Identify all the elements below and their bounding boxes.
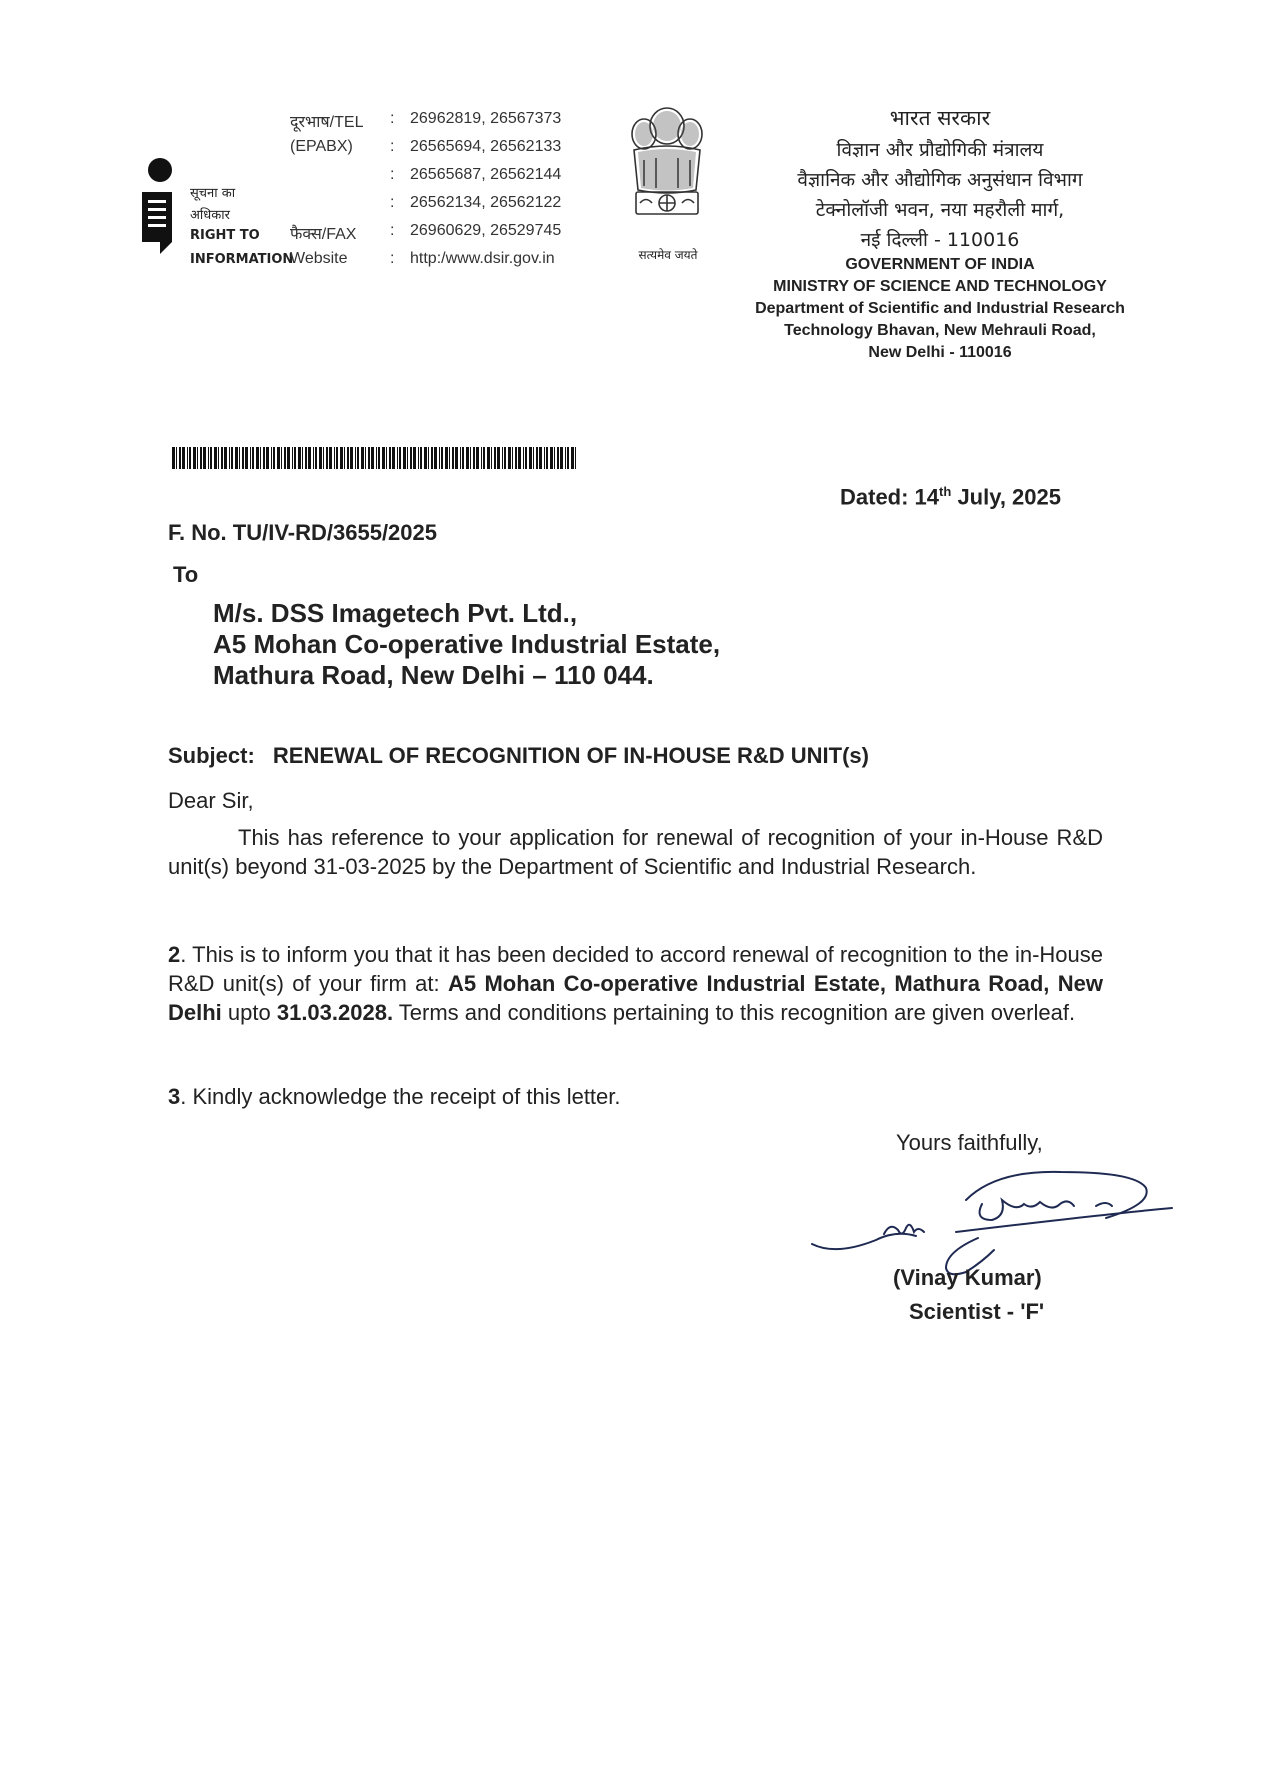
barcode-bar	[497, 447, 500, 469]
hindi-line: टेक्नोलॉजी भवन, नया महरौली मार्ग,	[815, 199, 1065, 221]
barcode-bar	[340, 447, 343, 469]
barcode-bar	[235, 447, 238, 469]
fax-label: फैक्स/FAX	[290, 226, 357, 243]
barcode-bar	[221, 447, 223, 469]
sep: :	[390, 194, 395, 211]
barcode-bar	[413, 447, 416, 469]
barcode-bar	[565, 447, 566, 469]
barcode-bar	[200, 447, 202, 469]
addressee-line: A5 Mohan Co-operative Industrial Estate,	[213, 629, 721, 659]
sep: :	[390, 166, 395, 183]
barcode-bar	[376, 447, 377, 469]
hindi-line: वैज्ञानिक और औद्योगिक अनुसंधान विभाग	[797, 169, 1083, 191]
signature	[806, 1160, 1176, 1280]
epabx-label: (EPABX)	[290, 138, 353, 155]
barcode-bar	[418, 447, 419, 469]
barcode-bar	[326, 447, 328, 469]
barcode-bar	[403, 447, 406, 469]
barcode-bar	[481, 447, 482, 469]
file-number: F. No. TU/IV-RD/3655/2025	[168, 520, 437, 545]
barcode-bar	[365, 447, 366, 469]
header-right	[730, 104, 1150, 366]
fax-value: 26960629, 26529745	[410, 222, 562, 239]
barcode-bar	[494, 447, 496, 469]
barcode-bar	[560, 447, 563, 469]
hindi-line: नई दिल्ली - 110016	[860, 229, 1020, 251]
ashoka-emblem-icon	[622, 100, 712, 240]
barcode-bar	[305, 447, 307, 469]
barcode-bar	[294, 447, 296, 469]
barcode-bar	[214, 447, 217, 469]
epabx-value: 26565694, 26562133	[410, 138, 562, 155]
barcode	[172, 447, 579, 469]
barcode-bar	[179, 447, 181, 469]
barcode-bar	[313, 447, 314, 469]
barcode-bar	[546, 447, 548, 469]
salutation: Dear Sir,	[168, 788, 254, 813]
barcode-bar	[361, 447, 364, 469]
rti-hindi-1: सूचना का	[190, 186, 236, 201]
barcode-bar	[399, 447, 401, 469]
barcode-bar	[210, 447, 212, 469]
barcode-bar	[344, 447, 345, 469]
hindi-line: विज्ञान और प्रौद्योगिकी मंत्रालय	[836, 139, 1044, 161]
barcode-bar	[491, 447, 492, 469]
date-label: Dated: 14	[840, 484, 940, 510]
barcode-bar	[382, 447, 385, 469]
barcode-bar	[470, 447, 471, 469]
barcode-bar	[544, 447, 545, 469]
barcode-bar	[487, 447, 490, 469]
barcode-bar	[452, 447, 454, 469]
barcode-bar	[277, 447, 280, 469]
barcode-bar	[287, 447, 290, 469]
barcode-bar	[250, 447, 251, 469]
barcode-bar	[567, 447, 569, 469]
barcode-bar	[239, 447, 240, 469]
barcode-bar	[229, 447, 230, 469]
barcode-bar	[176, 447, 177, 469]
barcode-bar	[334, 447, 335, 469]
barcode-bar	[410, 447, 412, 469]
barcode-bar	[203, 447, 206, 469]
para2-number: 2	[168, 942, 181, 967]
barcode-bar	[428, 447, 429, 469]
barcode-bar	[449, 447, 450, 469]
barcode-bar	[392, 447, 395, 469]
barcode-bar	[323, 447, 324, 469]
barcode-bar	[407, 447, 408, 469]
barcode-bar	[502, 447, 503, 469]
contact-block	[290, 110, 610, 278]
barcode-bar	[368, 447, 370, 469]
barcode-bar	[292, 447, 293, 469]
addressee-line: Mathura Road, New Delhi – 110 044.	[213, 660, 654, 690]
sep: :	[390, 138, 395, 155]
barcode-bar	[434, 447, 437, 469]
rti-hindi-2: अधिकार	[190, 208, 230, 223]
hindi-line: भारत सरकार	[889, 106, 991, 130]
barcode-bar	[466, 447, 469, 469]
barcode-bar	[281, 447, 282, 469]
barcode-bar	[476, 447, 479, 469]
subject-line	[168, 743, 869, 769]
barcode-bar	[473, 447, 475, 469]
barcode-bar	[252, 447, 254, 469]
barcode-bar	[439, 447, 440, 469]
to-label: To	[173, 562, 199, 587]
barcode-bar	[462, 447, 464, 469]
para2-text-e: Terms and conditions pertaining to this recognition are given overleaf.	[393, 1000, 1076, 1025]
barcode-bar	[224, 447, 227, 469]
paragraph-3	[168, 1082, 621, 1111]
phone-value-4: 26562134, 26562122	[410, 194, 562, 211]
sep: :	[390, 250, 395, 267]
english-line: MINISTRY OF SCIENCE AND TECHNOLOGY	[773, 278, 1107, 295]
para3-number: 3	[168, 1084, 181, 1109]
signatory-name: (Vinay Kumar)	[893, 1265, 1042, 1290]
barcode-bar	[298, 447, 301, 469]
barcode-bar	[575, 447, 576, 469]
para2-date: 31.03.2028.	[276, 1000, 394, 1025]
website-link[interactable]: http:/www.dsir.gov.in	[410, 250, 555, 267]
barcode-bar	[266, 447, 269, 469]
national-emblem	[622, 100, 712, 262]
closing: Yours faithfully,	[896, 1130, 1043, 1155]
barcode-bar	[460, 447, 461, 469]
english-line: GOVERNMENT OF INDIA	[845, 256, 1035, 273]
barcode-bar	[319, 447, 322, 469]
barcode-bar	[441, 447, 443, 469]
barcode-bar	[355, 447, 356, 469]
barcode-bar	[550, 447, 553, 469]
website-label: Website	[290, 250, 348, 267]
barcode-bar	[263, 447, 265, 469]
barcode-bar	[431, 447, 433, 469]
para2-text-c: upto	[221, 1000, 277, 1025]
subject-text: RENEWAL OF RECOGNITION OF IN-HOUSE R&D UNIT(s)	[272, 743, 869, 768]
barcode-bar	[523, 447, 524, 469]
tel-value: 26962819, 26567373	[410, 110, 562, 127]
phone-value-3: 26565687, 26562144	[410, 166, 562, 183]
barcode-bar	[260, 447, 261, 469]
addressee-block	[213, 598, 720, 691]
addressee-line: M/s. DSS Imagetech Pvt. Ltd.,	[213, 598, 578, 628]
barcode-bar	[389, 447, 391, 469]
paragraph-1: This has reference to your application for renewal of recognition of your in-House R&D unit(s) beyond 31-03-2025 by the Department of Scientific and Industrial Research.	[168, 825, 1103, 879]
english-line: New Delhi - 110016	[868, 344, 1012, 361]
paragraph-2	[168, 940, 1103, 1027]
barcode-bar	[455, 447, 458, 469]
barcode-bar	[483, 447, 485, 469]
barcode-bar	[197, 447, 198, 469]
barcode-bar	[329, 447, 332, 469]
barcode-bar	[371, 447, 374, 469]
barcode-bar	[539, 447, 542, 469]
english-line: Technology Bhavan, New Mehrauli Road,	[784, 322, 1096, 339]
barcode-bar	[508, 447, 511, 469]
barcode-bar	[386, 447, 387, 469]
barcode-bar	[350, 447, 353, 469]
barcode-bar	[357, 447, 359, 469]
rti-english-1: RIGHT TO	[190, 228, 260, 243]
rti-logo	[140, 158, 180, 264]
barcode-bar	[284, 447, 286, 469]
barcode-bar	[336, 447, 338, 469]
barcode-bar	[302, 447, 303, 469]
signatory-title: Scientist - 'F'	[909, 1299, 1045, 1324]
rti-logo-icon	[140, 158, 180, 264]
barcode-bar	[397, 447, 398, 469]
sep: :	[390, 222, 395, 239]
barcode-bar	[536, 447, 538, 469]
barcode-bar	[533, 447, 534, 469]
rti-english-2: INFORMATION	[190, 252, 294, 267]
sep: :	[390, 110, 395, 127]
date-superscript: th	[939, 484, 952, 499]
barcode-bar	[245, 447, 248, 469]
barcode-bar	[308, 447, 311, 469]
barcode-bar	[347, 447, 349, 469]
barcode-bar	[504, 447, 506, 469]
barcode-bar	[515, 447, 517, 469]
barcode-bar	[218, 447, 219, 469]
subject-label: Subject:	[168, 743, 255, 768]
barcode-bar	[271, 447, 272, 469]
barcode-bar	[315, 447, 317, 469]
english-line: Department of Scientific and Industrial Research	[755, 300, 1125, 317]
barcode-bar	[231, 447, 233, 469]
para3-text: . Kindly acknowledge the receipt of this letter.	[180, 1084, 621, 1109]
barcode-bar	[420, 447, 422, 469]
barcode-bar	[182, 447, 185, 469]
barcode-bar	[571, 447, 574, 469]
barcode-bar	[529, 447, 532, 469]
barcode-bar	[172, 447, 175, 469]
tel-label: दूरभाष/TEL	[290, 114, 364, 131]
date-line	[840, 484, 1061, 510]
para2-address: A5 Mohan Co-operative Industrial Estate, Mathura Road, New Delhi	[168, 971, 1103, 1025]
barcode-bar	[273, 447, 275, 469]
barcode-bar	[424, 447, 427, 469]
barcode-bar	[187, 447, 188, 469]
barcode-bar	[242, 447, 244, 469]
barcode-bar	[554, 447, 555, 469]
date-rest: July, 2025	[951, 484, 1061, 510]
barcode-bar	[518, 447, 521, 469]
barcode-bar	[445, 447, 448, 469]
barcode-bar	[189, 447, 191, 469]
barcode-bar	[525, 447, 527, 469]
para2-text-a: . This is to inform you that it has been decided to accord renewal of recognition to the in-House R&D unit(s) of your firm at:	[168, 942, 1103, 996]
barcode-bar	[378, 447, 380, 469]
barcode-bar	[208, 447, 209, 469]
barcode-bar	[193, 447, 196, 469]
barcode-bar	[557, 447, 559, 469]
emblem-motto: सत्यमेव जयते	[638, 248, 698, 262]
barcode-bar	[256, 447, 259, 469]
barcode-bar	[512, 447, 513, 469]
